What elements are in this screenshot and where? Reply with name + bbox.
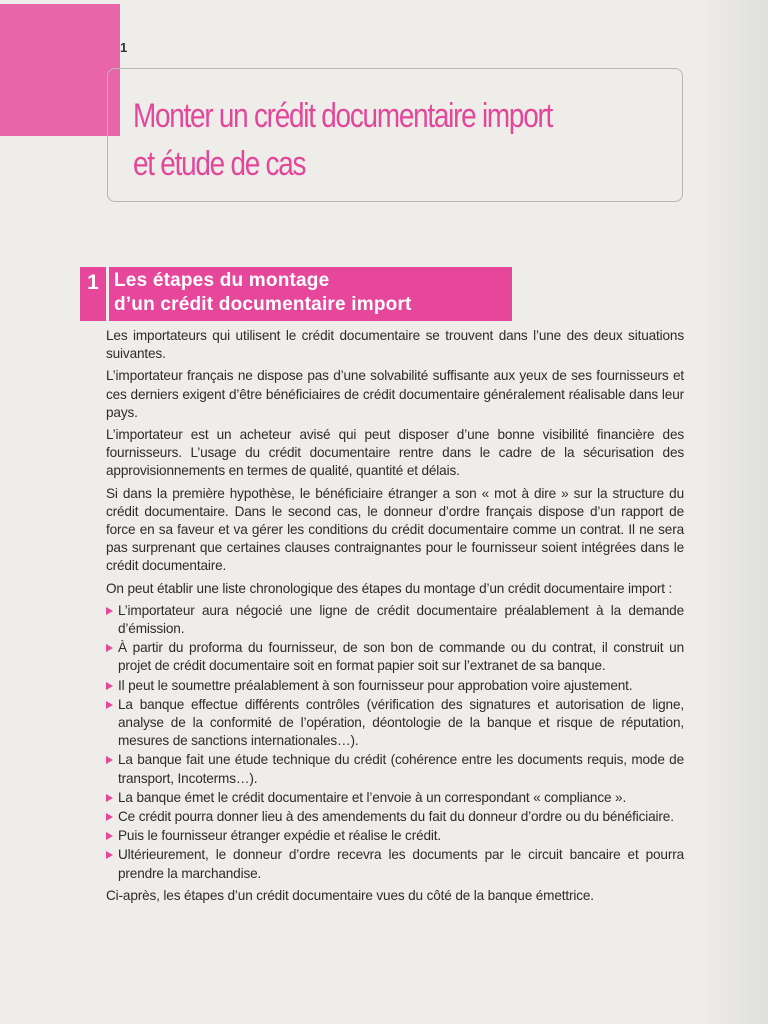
section-title-box [109,267,512,321]
list-item-text: Il peut le soumettre préalablement à son fournisseur pour approbation voire ajustement. [118,677,633,693]
triangle-bullet-icon [106,851,113,859]
closing-paragraph: Ci-après, les étapes d’un crédit documentaire vues du côté de la banque émettrice. [106,887,594,903]
paragraph: On peut établir une liste chronologique des étapes du montage d’un crédit documentaire import : [106,580,673,596]
list-item-text: Puis le fournisseur étranger expédie et réalise le crédit. [118,828,442,844]
list-item-text: L’importateur aura négocié une ligne de crédit documentaire préalablement à la demande d’émission. [118,602,684,637]
list-item [106,639,684,675]
triangle-bullet-icon [106,644,113,652]
list-item [106,602,684,638]
list-item [106,677,684,695]
section-number-badge: 1 [80,267,106,321]
triangle-bullet-icon [106,756,113,764]
triangle-bullet-icon [106,832,113,840]
list-item [106,846,684,882]
steps-list [106,602,684,883]
list-item [106,751,684,787]
list-item [106,789,684,807]
triangle-bullet-icon [106,607,113,615]
section-heading [80,267,512,321]
chapter-color-tab [0,4,120,136]
list-item-text: La banque émet le crédit documentaire et l’envoie à un correspondant « compliance ». [118,789,627,805]
triangle-bullet-icon [106,682,113,690]
list-item [106,827,684,845]
page-gutter-shadow [698,0,768,1024]
section-title-line-2: d’un crédit documentaire import [114,294,412,315]
paragraph: Les importateurs qui utilisent le crédit documentaire se trouvent dans l’une des deux situations suivantes. [106,328,684,362]
section-title-line-1: Les étapes du montage [114,270,330,291]
triangle-bullet-icon [106,813,113,821]
chapter-title [133,92,576,188]
body-text [106,327,684,909]
chapter-number: 1 [120,40,128,55]
list-item [106,696,684,751]
paragraph: L’importateur français ne dispose pas d’une solvabilité suffisante aux yeux de ses fournisseurs et ces derniers exigent d’être bénéficiaires de crédit documentaire généralement réalisable dans leur pays. [106,368,684,420]
list-item-text: La banque fait une étude technique du crédit (cohérence entre les documents requis, mode de transport, Incoterms…). [118,752,684,786]
chapter-title-line-2: et étude de cas [133,145,306,183]
list-item-text: Ultérieurement, le donneur d’ordre recevra les documents par le circuit bancaire et pourra prendre la marchandise. [118,847,684,881]
list-item-text: À partir du proforma du fournisseur, de son bon de commande ou du contrat, il construit un projet de crédit documentaire soit en format papier soit sur l’extranet de sa banque. [118,640,684,674]
list-item [106,808,684,826]
chapter-title-line-1: Monter un crédit documentaire import [133,97,553,135]
section-title [114,269,504,317]
list-item-text: Ce crédit pourra donner lieu à des amendements du fait du donneur d’ordre ou du bénéficiaire. [118,809,674,825]
triangle-bullet-icon [106,701,113,709]
paragraph: Si dans la première hypothèse, le bénéficiaire étranger a son « mot à dire » sur la structure du crédit documentaire. Dans le second cas, le donneur d’ordre français dispose d’un rapport de force en sa faveur et va gérer les conditions du crédit documentaire comme un contrat. Il ne sera pas surprenant que certaines clauses contraignantes pour le fournisseur soient intégrées dans le crédit documentaire. [106,485,684,574]
triangle-bullet-icon [106,794,113,802]
paragraph: L’importateur est un acheteur avisé qui peut disposer d’une bonne visibilité financière des fournisseurs. L’usage du crédit documentaire rentre dans le cadre de la sécurisation des approvisionnements en termes de qualité, quantité et délais. [106,427,684,479]
list-item-text: La banque effectue différents contrôles (vérification des signatures et autorisation de ligne, analyse de la conformité de l’opération, déontologie de la banque et risque de réputation, mesures de sanctions internationales…). [118,696,684,749]
